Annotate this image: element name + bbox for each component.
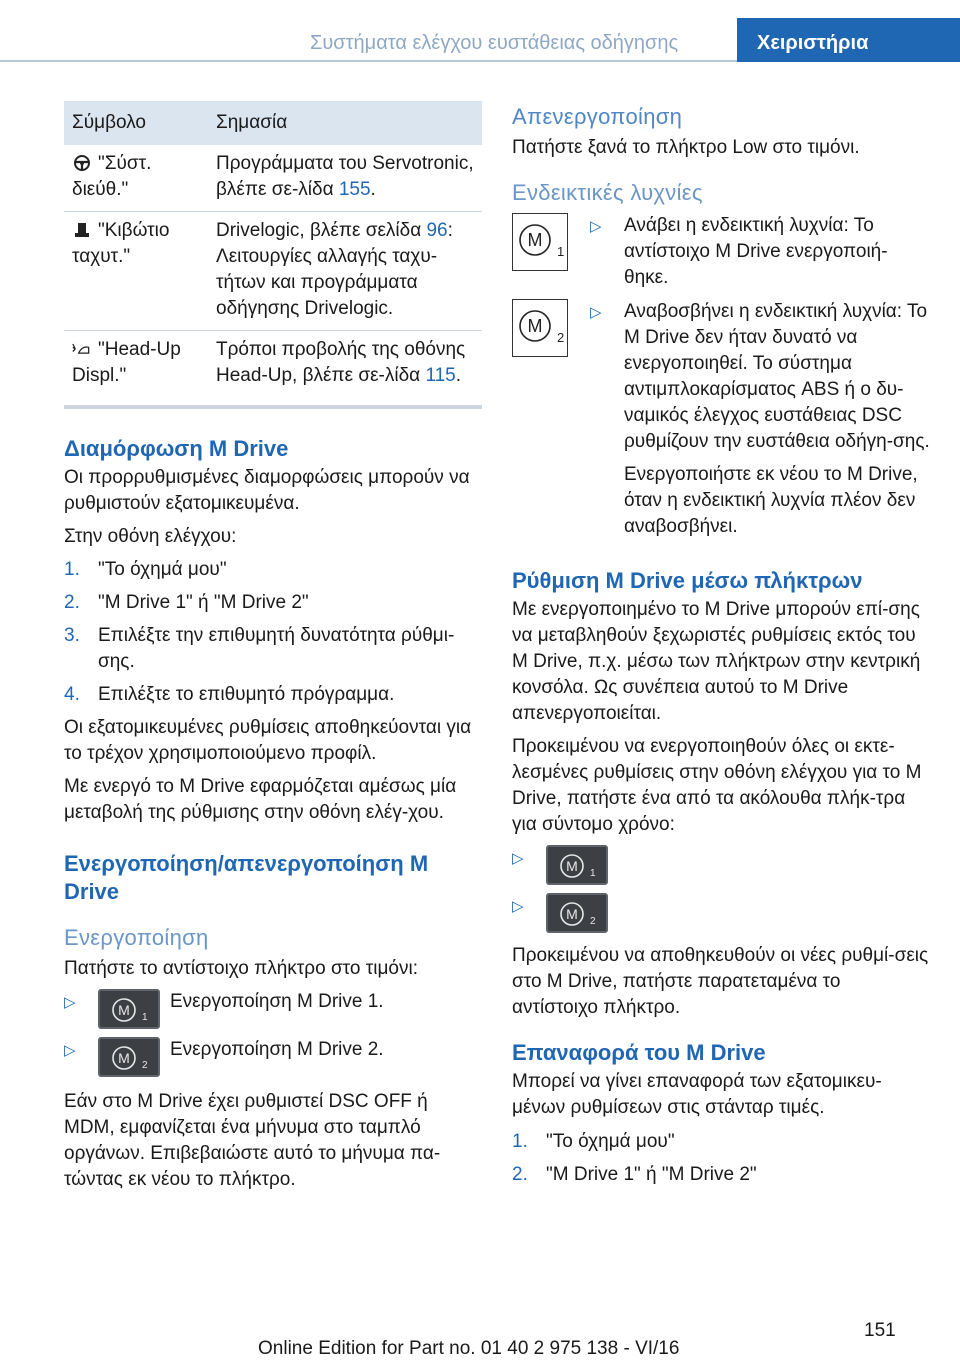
list-item: 3. Επιλέξτε την επιθυμητή δυνατότητα ρύθμι-σης.	[64, 625, 455, 672]
list-item	[64, 1037, 482, 1077]
page-link[interactable]: 115	[425, 365, 456, 386]
paragraph: Προκειμένου να ενεργοποιηθούν όλες οι εκτε-λεσμένες ρυθμίσεις στην οθόνη ελέγχου για το M Drive, πατήστε ένα από τα ακόλουθα πλήκ-τρα για σύντομο χρόνο:	[512, 736, 922, 835]
svg-text:M: M	[566, 858, 578, 874]
right-column	[512, 101, 930, 1195]
gearbox-icon	[72, 222, 92, 238]
svg-text:M: M	[566, 906, 578, 922]
svg-text:M: M	[527, 316, 543, 336]
meaning-text: Προγράμματα του Servotronic, βλέπε σε-λίδα	[216, 153, 474, 200]
list-item: 2. "M Drive 1" ή "M Drive 2"	[64, 592, 309, 613]
steering-wheel-icon	[72, 155, 92, 171]
triangle-bullet-icon: ▷	[64, 1042, 76, 1059]
m2-indicator-icon	[512, 299, 568, 357]
triangle-bullet-icon: ▷	[512, 850, 524, 867]
item-text: Ανάβει η ενδεικτική λυχνία: Το αντίστοιχο M Drive ενεργοποιή-θηκε.	[624, 215, 888, 288]
item-text: Ενεργοποίηση M Drive 1.	[170, 991, 384, 1012]
svg-text:1: 1	[590, 868, 596, 879]
paragraph: Οι εξατομικευμένες ρυθμίσεις αποθηκεύονται για το τρέχον χρησιμοποιούμενο προφίλ.	[64, 717, 472, 764]
svg-text:M: M	[527, 230, 543, 250]
page-link[interactable]: 96	[426, 220, 448, 241]
triangle-bullet-icon: ▷	[64, 994, 76, 1011]
svg-text:1: 1	[557, 244, 565, 259]
symbol-table	[64, 101, 482, 409]
reset-steps	[512, 1129, 930, 1188]
edition-footer: Online Edition for Part no. 01 40 2 975 138 - VI/16	[258, 1338, 680, 1359]
head-up-display-icon	[72, 341, 92, 357]
list-item: 1. "Το όχημά μου"	[64, 559, 227, 580]
m1-button-icon	[546, 845, 608, 885]
triangle-bullet-icon: ▷	[512, 898, 524, 915]
svg-text:2: 2	[142, 1060, 148, 1071]
paragraph: Πατήστε το αντίστοιχο πλήκτρο στο τιμόνι:	[64, 958, 418, 979]
symbol-label: "Head-Up Displ."	[72, 339, 181, 386]
list-item	[512, 845, 930, 885]
meaning-text: Τρόποι προβολής της οθόνης Head-Up, βλέπε σε-λίδα	[216, 339, 466, 386]
page-link[interactable]: 155	[338, 179, 371, 200]
svg-text:M: M	[118, 1002, 130, 1018]
reset-heading: Επαναφορά του M Drive	[512, 1040, 766, 1065]
paragraph: Με ενεργό το M Drive εφαρμόζεται αμέσως μία μεταβολή της ρύθμισης στην οθόνη ελέγ-χου.	[64, 776, 457, 823]
list-item	[512, 213, 930, 291]
list-item	[64, 989, 482, 1029]
item-text: Ενεργοποιήστε εκ νέου το M Drive, όταν η ενδεικτική λυχνία πλέον δεν αναβοσβήνει.	[624, 464, 918, 537]
paragraph: Οι προρρυθμισμένες διαμορφώσεις μπορούν να ρυθμιστούν εξατομικευμένα.	[64, 467, 470, 514]
item-text: Ενεργοποίηση M Drive 2.	[170, 1039, 384, 1060]
config-steps	[64, 557, 482, 708]
col-meaning-header: Σημασία	[216, 112, 288, 133]
deactivation-heading: Απενεργοποίηση	[512, 104, 683, 129]
table-header	[64, 101, 482, 145]
meaning-text: Drivelogic, βλέπε σελίδα	[216, 220, 427, 241]
triangle-bullet-icon: ▷	[590, 304, 602, 321]
list-item: 1. "Το όχημά μου"	[512, 1131, 675, 1152]
paragraph: Μπορεί να γίνει επαναφορά των εξατομικευ-μένων ρυθμίσεων στις στάνταρ τιμές.	[512, 1071, 882, 1118]
svg-text:1: 1	[142, 1012, 148, 1023]
symbol-label: "Κιβώτιο ταχυτ."	[72, 220, 170, 267]
triangle-bullet-icon: ▷	[590, 218, 602, 235]
left-column	[64, 101, 482, 1200]
table-divider	[64, 405, 482, 409]
table-row: "Σύστ. διεύθ." Προγράμματα του Servotronic, βλέπε σε-λίδα 155.	[64, 145, 482, 212]
chapter-tab[interactable]: Χειριστήρια	[737, 18, 960, 62]
item-text: Αναβοσβήνει η ενδεικτική λυχνία: Το M Drive δεν ήταν δυνατό να ενεργοποιηθεί. Το σύστημα αντιμπλοκαρίσματος ABS ή ο δυ-ναμικός έλεγχος ευστάθειας DSC ρυθμίζουν την ευστάθεια οδήγη-σης.	[624, 301, 930, 452]
buttons-heading: Ρύθμιση M Drive μέσω πλήκτρων	[512, 568, 863, 593]
page-number: 151	[864, 1320, 896, 1341]
activation-heading: Ενεργοποίηση	[64, 925, 209, 950]
paragraph: Προκειμένου να αποθηκευθούν οι νέες ρυθμί-σεις στο M Drive, πατήστε παρατεταμένα το αντίστοιχο πλήκτρο.	[512, 945, 929, 1018]
list-item: 4. Επιλέξτε το επιθυμητό πρόγραμμα.	[64, 684, 395, 705]
section-title: Συστήματα ελέγχου ευστάθειας οδήγησης	[310, 32, 679, 54]
m1-button-icon	[98, 989, 160, 1029]
page-header	[0, 0, 960, 62]
list-item	[512, 299, 930, 547]
lamps-heading: Ενδεικτικές λυχνίες	[512, 180, 703, 205]
table-row: "Κιβώτιο ταχυτ." Drivelogic, βλέπε σελίδα 96: Λειτουργίες αλλαγής ταχυ-τήτων και προγράμματα οδήγησης Drivelogic.	[64, 212, 482, 331]
paragraph: Πατήστε ξανά το πλήκτρο Low στο τιμόνι.	[512, 137, 860, 158]
col-symbol-header: Σύμβολο	[72, 112, 146, 133]
list-item	[512, 893, 930, 933]
paragraph: Στην οθόνη ελέγχου:	[64, 526, 237, 547]
onoff-heading: Ενεργοποίηση/απενεργοποίηση M Drive	[64, 851, 429, 904]
m2-button-icon	[98, 1037, 160, 1077]
svg-text:M: M	[118, 1050, 130, 1066]
m2-button-icon	[546, 893, 608, 933]
symbol-label: "Σύστ. διεύθ."	[72, 153, 152, 200]
config-heading: Διαμόρφωση M Drive	[64, 436, 289, 461]
table-row: "Head-Up Displ." Τρόποι προβολής της οθόνης Head-Up, βλέπε σε-λίδα 115.	[72, 339, 466, 386]
paragraph: Με ενεργοποιημένο το M Drive μπορούν επί-σης να μεταβληθούν ξεχωριστές ρυθμίσεις εκτός του M Drive, π.χ. μέσω των πλήκτρων στην κεντρική κονσόλα. Ως συνέπεια αυτού το M Drive απενεργοποιείται.	[512, 599, 921, 724]
svg-text:2: 2	[557, 330, 565, 345]
list-item: 2. "M Drive 1" ή "M Drive 2"	[512, 1164, 757, 1185]
m1-indicator-icon	[512, 213, 568, 271]
paragraph: Εάν στο M Drive έχει ρυθμιστεί DSC OFF ή MDM, εμφανίζεται ένα μήνυμα στο ταμπλό οργάνων. Επιβεβαιώστε αυτό το μήνυμα πα-τώντας εκ νέου το πλήκτρο.	[64, 1091, 441, 1190]
svg-text:2: 2	[590, 916, 596, 927]
